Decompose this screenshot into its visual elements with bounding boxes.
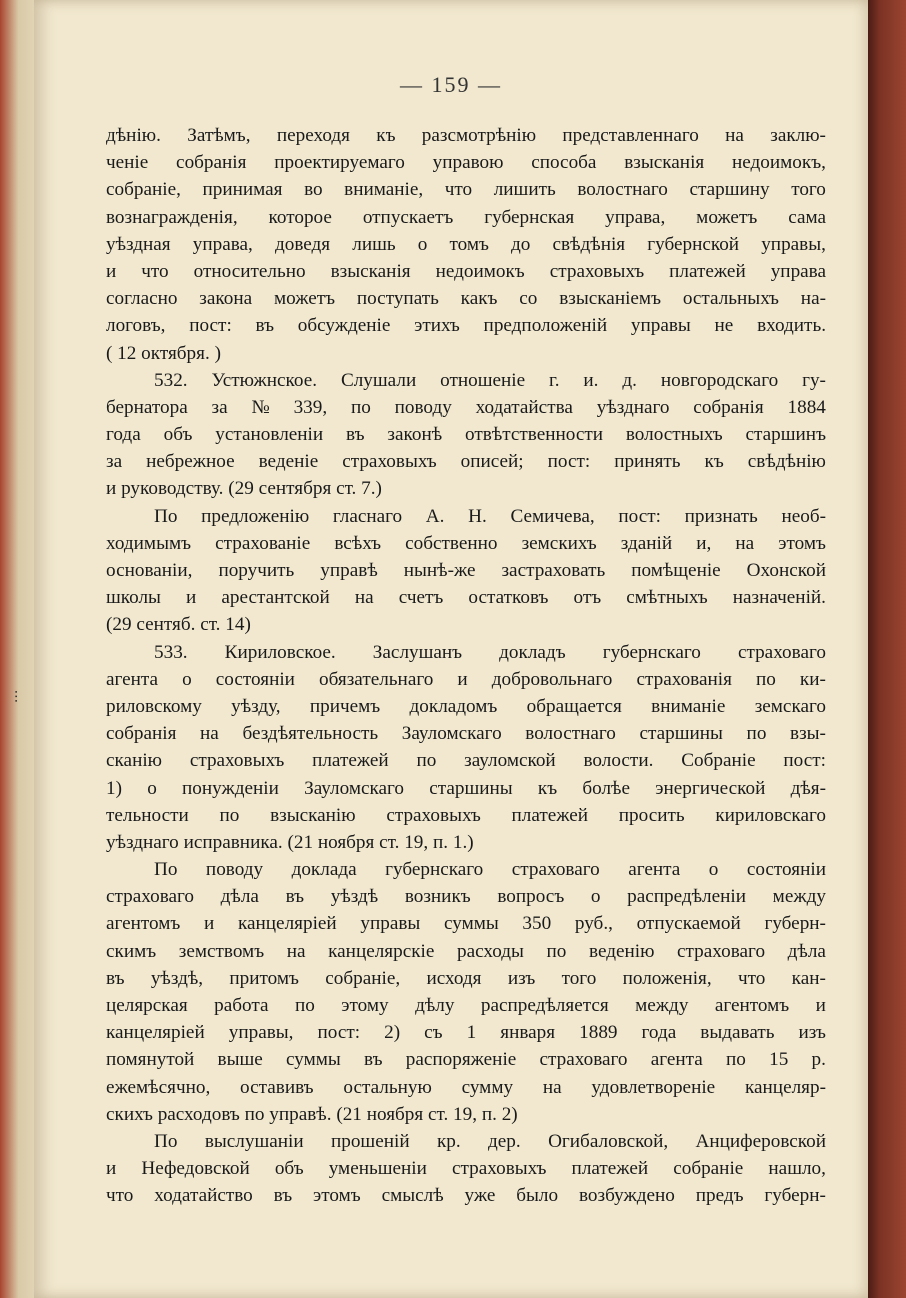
text-line: агентомъ и канцеляріей управы суммы 350 руб., отпускаемой губерн- xyxy=(106,913,826,935)
text-line: ченіе собранія проектируемаго управою способа взысканія недоимокъ, xyxy=(106,152,826,174)
text-line: и руководству. (29 сентября ст. 7.) xyxy=(106,478,382,500)
text-line: 533. Кириловское. Заслушанъ докладъ губернскаго страховаго xyxy=(154,641,826,663)
page-number: — 159 — xyxy=(400,72,502,97)
text-line: вознагражденія, которое отпускаетъ губернская управа, можетъ сама xyxy=(106,206,826,228)
binding-mark: ⫶ xyxy=(14,690,19,707)
text-line: По предложенію гласнаго А. Н. Семичева, пост: признать необ- xyxy=(154,505,826,527)
book-page xyxy=(34,0,868,1298)
page-edge xyxy=(868,0,906,1298)
text-line: что ходатайство въ этомъ смыслѣ уже было возбуждено предъ губерн- xyxy=(106,1185,826,1207)
text-line: ( 12 октября. ) xyxy=(106,342,221,364)
text-line: основаніи, поручить управѣ нынѣ-же застраховать помѣщеніе Охонской xyxy=(106,560,826,581)
text-line: уѣздная управа, доведя лишь о томъ до свѣдѣнія губернской управы, xyxy=(106,233,826,255)
text-line: 532. Устюжнское. Слушали отношеніе г. и. д. новгородскаго гу- xyxy=(154,369,826,391)
text-line: страховаго дѣла въ уѣздѣ возникъ вопросъ о распредѣленіи между xyxy=(106,886,826,908)
text-line: риловскому уѣзду, причемъ докладомъ обращается вниманіе земскаго xyxy=(106,695,826,717)
text-line: скихъ расходовъ по управѣ. (21 ноября ст. 19, п. 2) xyxy=(106,1103,518,1125)
text-line: помянутой выше суммы въ распоряженіе страховаго агента по 15 р. xyxy=(106,1049,826,1071)
text-line: и Нефедовской объ уменьшеніи страховыхъ платежей собраніе нашло, xyxy=(106,1158,826,1180)
text-line: года объ установленіи въ законѣ отвѣтственности волостныхъ старшинъ xyxy=(106,424,826,446)
text-line: целярская работа по этому дѣлу распредѣляется между агентомъ и xyxy=(106,995,826,1016)
text-line: сканію страховыхъ платежей по зауломской волости. Собраніе пост: xyxy=(106,750,826,772)
text-line: канцеляріей управы, пост: 2) съ 1 января 1889 года выдавать изъ xyxy=(106,1022,826,1044)
text-line: согласно закона можетъ поступать какъ со взысканіемъ остальныхъ на- xyxy=(106,288,826,310)
text-line: дѣнію. Затѣмъ, переходя къ разсмотрѣнію представленнаго на заклю- xyxy=(106,125,826,146)
text-line: ходимымъ страхованіе всѣхъ собственно земскихъ зданій и, на этомъ xyxy=(106,532,826,554)
text-line: школы и арестантской на счетъ остатковъ отъ смѣтныхъ назначеній. xyxy=(106,587,826,609)
text-line: собранія на бездѣятельность Зауломскаго волостнаго старшины по взы- xyxy=(106,723,826,745)
page-body xyxy=(106,122,826,1210)
text-line: бернатора за № 339, по поводу ходатайства уѣзднаго собранія 1884 xyxy=(106,396,826,418)
text-line: скимъ земствомъ на канцелярскіе расходы по веденію страховаго дѣла xyxy=(106,940,826,962)
text-line: ежемѣсячно, оставивъ остальную сумму на удовлетвореніе канцеляр- xyxy=(106,1076,826,1098)
text-line: собраніе, принимая во вниманіе, что лишить волостнаго старшину того xyxy=(106,179,826,201)
text-line: логовъ, пост: въ обсужденіе этихъ предположеній управы не входить. xyxy=(106,315,826,337)
text-line: (29 сентяб. ст. 14) xyxy=(106,614,251,636)
text-line: въ уѣздѣ, притомъ собраніе, исходя изъ того положенія, что кан- xyxy=(106,967,826,989)
text-line: и что относительно взысканія недоимокъ страховыхъ платежей управа xyxy=(106,260,826,282)
text-line: за небрежное веденіе страховыхъ описей; пост: принять къ свѣдѣнію xyxy=(106,451,826,473)
text-line: уѣзднаго исправника. (21 ноября ст. 19, п. 1.) xyxy=(106,831,474,853)
text-line: агента о состояніи обязательнаго и добровольнаго страхованія по ки- xyxy=(106,668,826,690)
text-line: По поводу доклада губернскаго страховаго агента о состояніи xyxy=(154,859,826,881)
text-line: 1) о понужденіи Зауломскаго старшины къ болѣе энергической дѣя- xyxy=(106,777,826,799)
text-line: По выслушаніи прошеній кр. дер. Огибаловской, Анциферовской xyxy=(154,1130,826,1152)
text-line: тельности по взысканію страховыхъ платежей просить кириловскаго xyxy=(106,804,826,826)
